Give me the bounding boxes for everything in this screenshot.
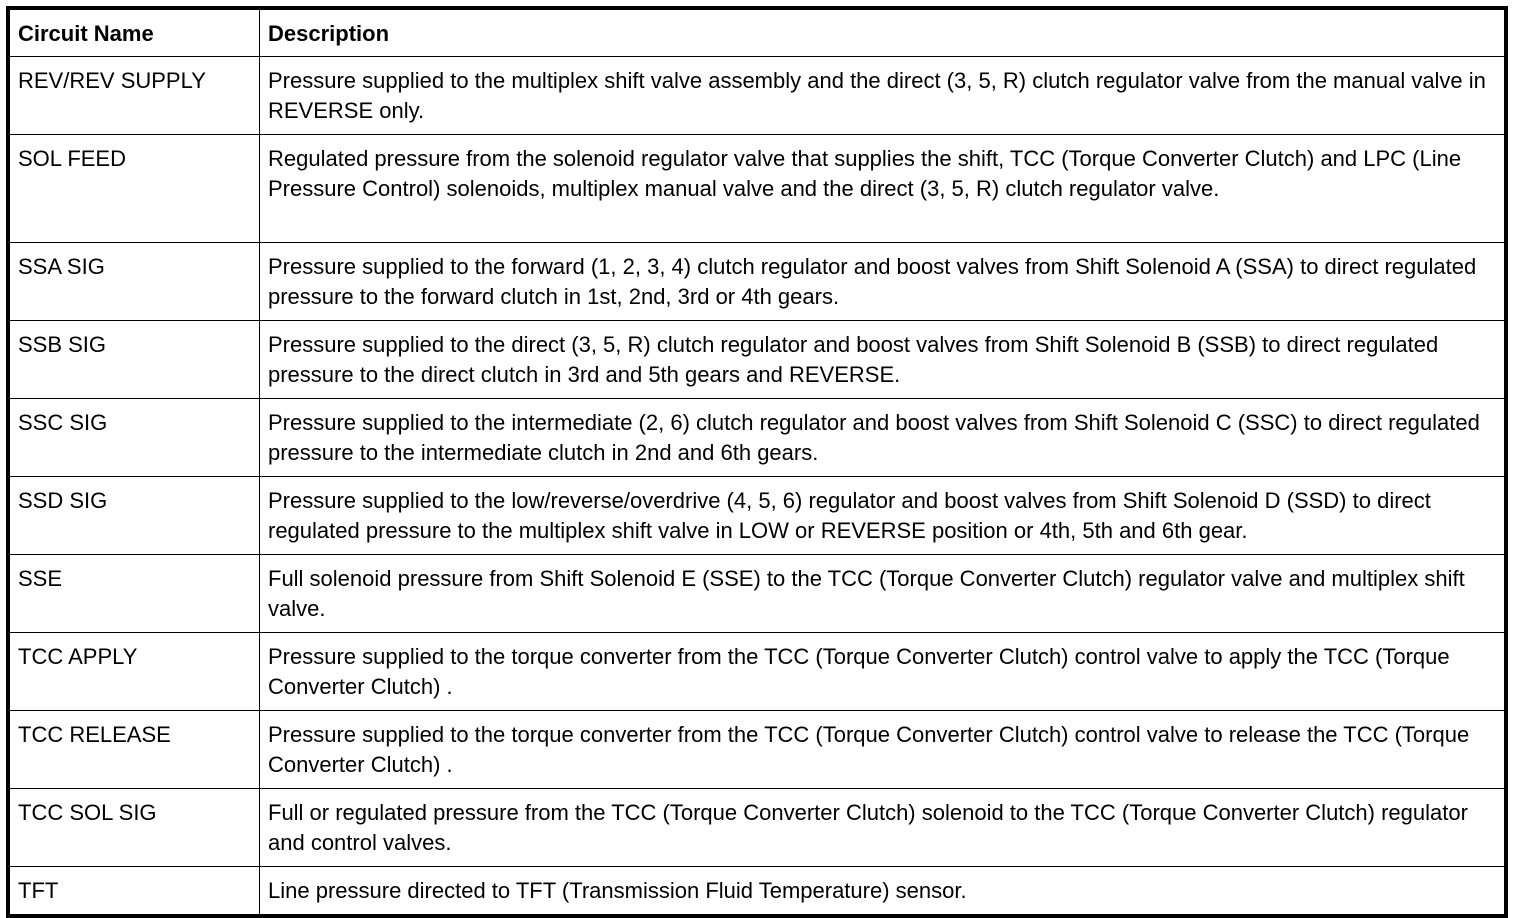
description-cell: Pressure supplied to the low/reverse/overdrive (4, 5, 6) regulator and boost valves from Shift Solenoid D (SSD) to direct regulated pressure to the multiplex shift valve in LOW or REVERSE position or 4th, 5th and 6th gear. <box>260 477 1505 555</box>
table-row <box>10 633 1505 711</box>
table-row <box>10 477 1505 555</box>
table-row <box>10 57 1505 135</box>
table-row <box>10 321 1505 399</box>
circuit-name-cell: TCC RELEASE <box>10 711 260 789</box>
description-cell: Line pressure directed to TFT (Transmission Fluid Temperature) sensor. <box>260 867 1505 915</box>
table-header-row <box>10 10 1505 57</box>
circuit-name-cell: SSE <box>10 555 260 633</box>
description-cell: Full or regulated pressure from the TCC (Torque Converter Clutch) solenoid to the TCC (Torque Converter Clutch) regulator and control valves. <box>260 789 1505 867</box>
header-description: Description <box>260 10 1505 57</box>
description-cell: Full solenoid pressure from Shift Solenoid E (SSE) to the TCC (Torque Converter Clutch) regulator valve and multiplex shift valve. <box>260 555 1505 633</box>
table-row <box>10 399 1505 477</box>
circuit-name-cell: REV/REV SUPPLY <box>10 57 260 135</box>
description-cell: Regulated pressure from the solenoid regulator valve that supplies the shift, TCC (Torque Converter Clutch) and LPC (Line Pressure Control) solenoids, multiplex manual valve and the direct (3, 5, R) clutch regulator valve. <box>260 135 1505 243</box>
circuit-name-cell: SSD SIG <box>10 477 260 555</box>
circuit-name-cell: TCC SOL SIG <box>10 789 260 867</box>
description-cell: Pressure supplied to the torque converter from the TCC (Torque Converter Clutch) control valve to apply the TCC (Torque Converter Clutch) . <box>260 633 1505 711</box>
table-row <box>10 789 1505 867</box>
description-cell: Pressure supplied to the multiplex shift valve assembly and the direct (3, 5, R) clutch regulator valve from the manual valve in REVERSE only. <box>260 57 1505 135</box>
circuit-name-cell: SSC SIG <box>10 399 260 477</box>
table-row <box>10 711 1505 789</box>
circuit-name-cell: TCC APPLY <box>10 633 260 711</box>
description-cell: Pressure supplied to the intermediate (2, 6) clutch regulator and boost valves from Shift Solenoid C (SSC) to direct regulated pressure to the intermediate clutch in 2nd and 6th gears. <box>260 399 1505 477</box>
table-row <box>10 867 1505 915</box>
circuit-description-table <box>6 6 1508 918</box>
header-circuit-name: Circuit Name <box>10 10 260 57</box>
table-row <box>10 135 1505 243</box>
circuit-name-cell: SOL FEED <box>10 135 260 243</box>
description-cell: Pressure supplied to the torque converter from the TCC (Torque Converter Clutch) control valve to release the TCC (Torque Converter Clutch) . <box>260 711 1505 789</box>
description-cell: Pressure supplied to the forward (1, 2, 3, 4) clutch regulator and boost valves from Shift Solenoid A (SSA) to direct regulated pressure to the forward clutch in 1st, 2nd, 3rd or 4th gears. <box>260 243 1505 321</box>
table-row <box>10 555 1505 633</box>
table-row <box>10 243 1505 321</box>
description-cell: Pressure supplied to the direct (3, 5, R) clutch regulator and boost valves from Shift Solenoid B (SSB) to direct regulated pressure to the direct clutch in 3rd and 5th gears and REVERSE. <box>260 321 1505 399</box>
table <box>9 9 1505 915</box>
circuit-name-cell: SSA SIG <box>10 243 260 321</box>
circuit-name-cell: SSB SIG <box>10 321 260 399</box>
circuit-name-cell: TFT <box>10 867 260 915</box>
